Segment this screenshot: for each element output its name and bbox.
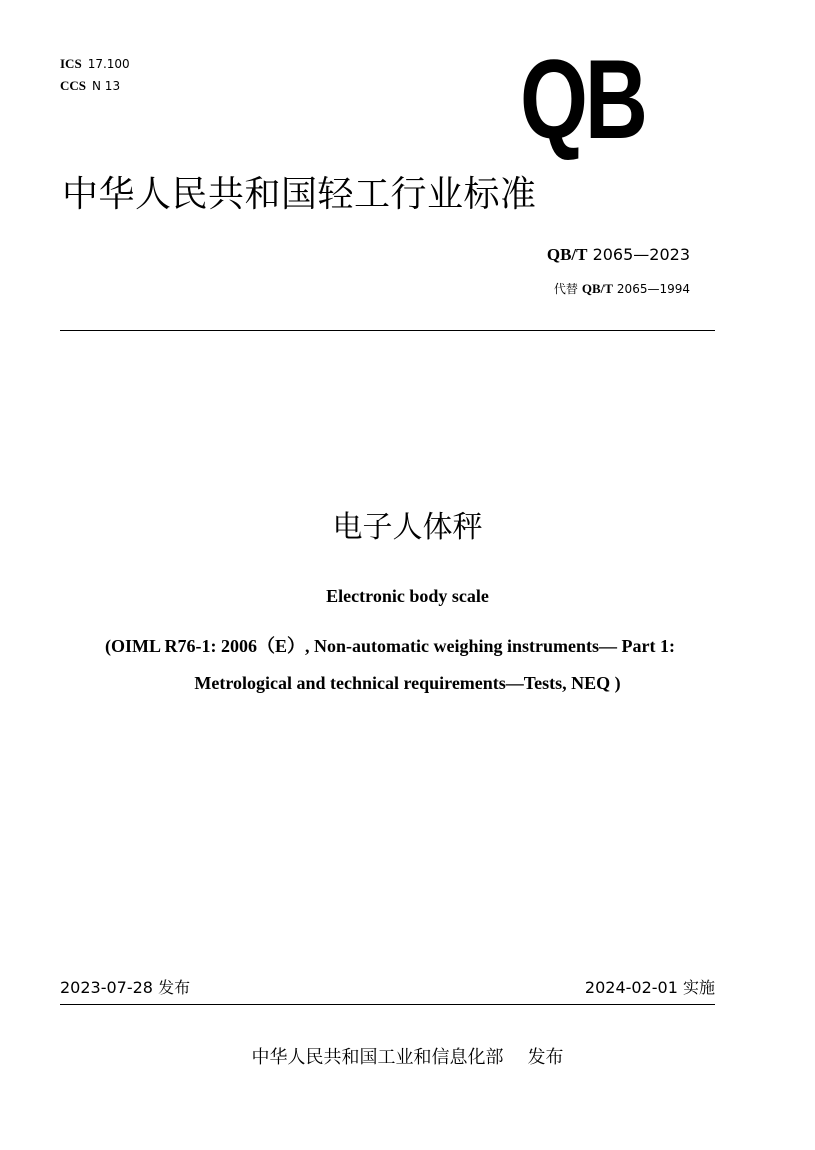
publish-date: 2023-07-28 发布 — [60, 978, 191, 997]
document-title-en: Electronic body scale — [326, 586, 489, 606]
implement-date: 2024-02-01 实施 — [584, 978, 715, 997]
industry-standard-title: 中华人民共和国轻工行业标准 — [62, 174, 537, 215]
qb-logo: QB — [520, 37, 645, 162]
publisher-name: 中华人民共和国工业和信息化部 — [251, 1047, 504, 1068]
header-divider — [60, 330, 715, 331]
publisher-action: 发布 — [527, 1047, 564, 1068]
replaces-standard: 代替 QB/T 2065—1994 — [553, 281, 690, 296]
equivalence-line-1: (OIML R76-1: 2006（E）, Non-automatic weighing instruments— Part 1: — [105, 636, 675, 656]
ics-code: ICS 17.100 — [60, 56, 130, 71]
publisher — [0, 1043, 815, 1069]
ccs-code: CCS N 13 — [60, 78, 121, 93]
equivalence-line-2: Metrological and technical requirements—Tests, NEQ ) — [194, 673, 621, 693]
footer-divider — [60, 1004, 715, 1005]
document-title-cn: 电子人体秤 — [332, 510, 483, 545]
standard-number: QB/T 2065—2023 — [546, 245, 690, 264]
